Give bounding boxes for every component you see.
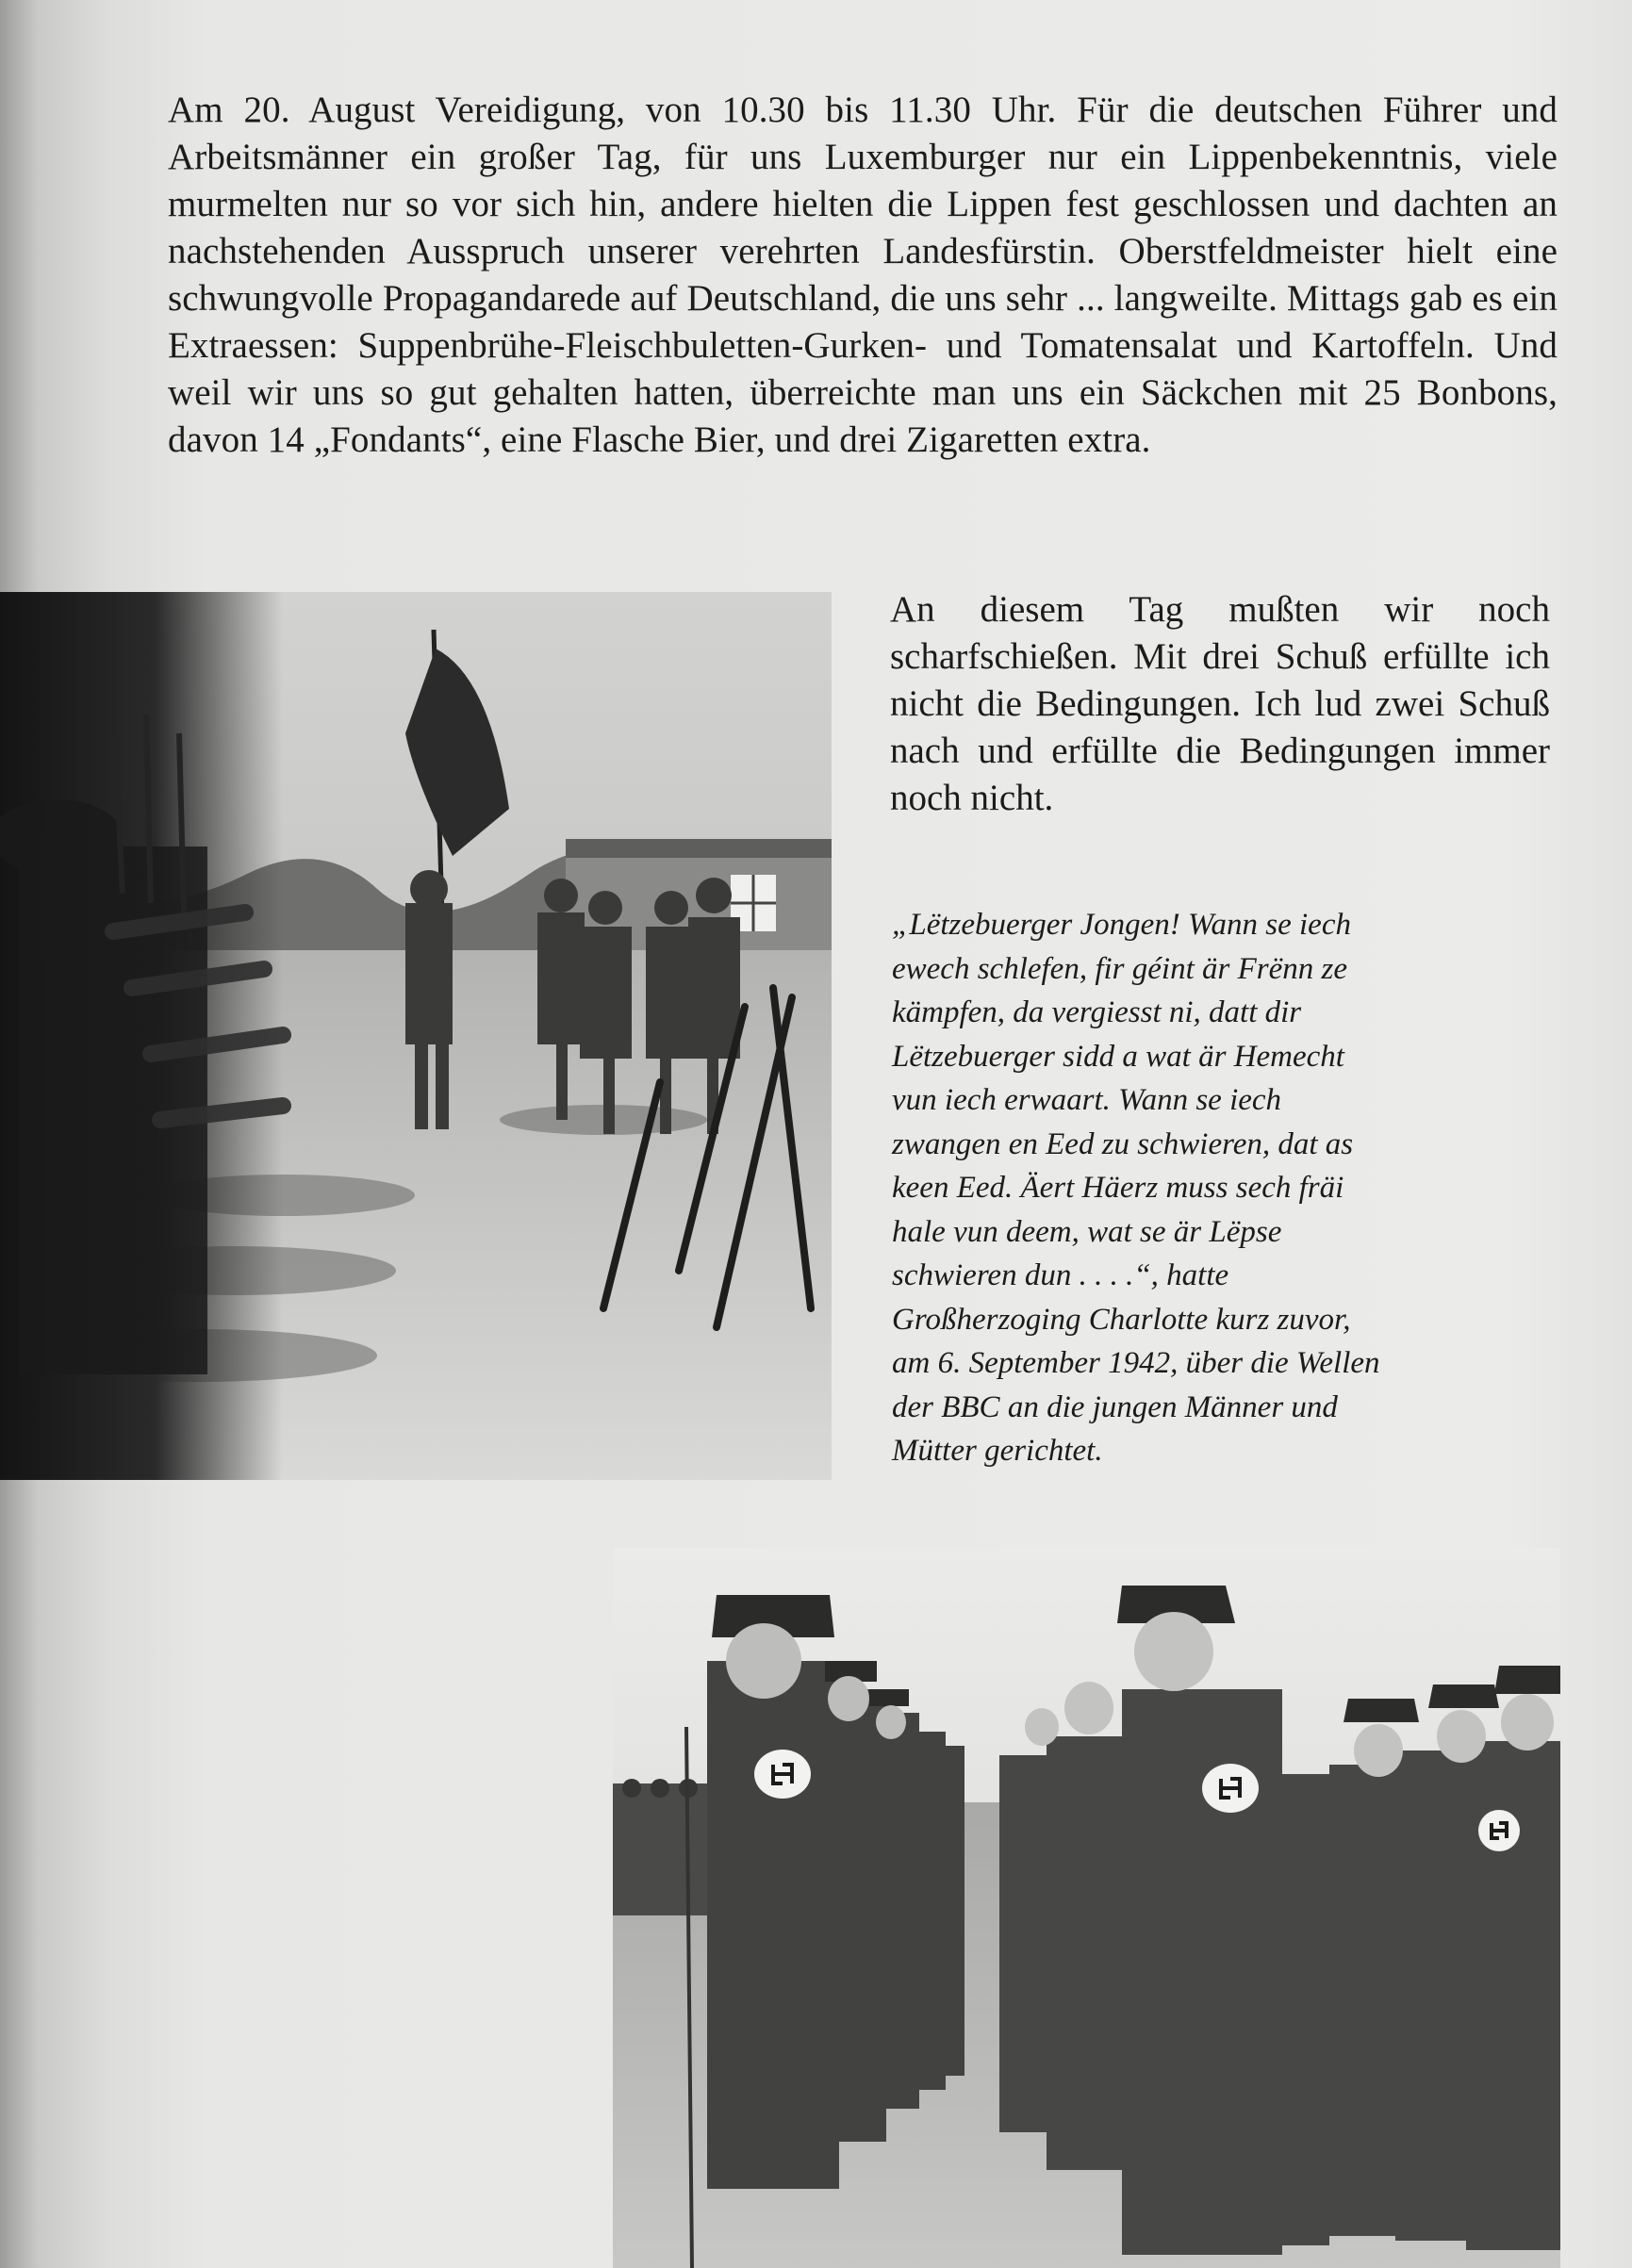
ceremony-photo-image <box>0 592 832 1480</box>
intro-paragraph: Am 20. August Vereidigung, von 10.30 bis 11.30 Uhr. Für die deutschen Führer und Arbeitsmänner ein großer Tag, für uns Luxemburger nur ein Lippenbekenntnis, viele murmelten nur so vor sich hin, andere hielten die Lippen fest geschlossen und dachten an nachstehenden Ausspruch unserer verehrten Landesfürstin. Oberstfeldmeister hielt eine schwungvolle Propagandarede auf Deutschland, die uns sehr ... langweilte. Mittags gab es ein Extraessen: Suppenbrühe-Fleischbuletten-Gurken- und Tomatensalat und Kartoffeln. Und weil wir uns so gut gehalten hatten, überreichte man uns ein Säckchen mit 25 Bonbons, davon 14 „Fondants“, eine Flasche Bier, und drei Zigaretten extra. <box>168 90 1558 460</box>
recruits-photo <box>613 1548 1560 2268</box>
charlotte-quote: „Lëtzebuerger Jongen! Wann se iech ewech schlefen, fir géint är Frënn ze kämpfen, da vergiesst ni, datt dir Lëtzebuerger sidd a wat är Hemecht vun iech erwaart. Wann se iech zwangen en Eed zu schwieren, dat as keen Eed. Äert Häerz muss sech fräi hale vun deem, wat se är Lëpse schwieren dun . . . .“, hatte Großherzoging Charlotte kurz zuvor, am 6. September 1942, über die Wellen der BBC an die jungen Männer und Mütter gerichtet. <box>892 908 1380 1468</box>
ceremony-photo <box>0 592 832 1480</box>
side-paragraph: An diesem Tag mußten wir noch scharfschießen. Mit drei Schuß erfüllte ich nicht die Bedingungen. Ich lud zwei Schuß nach und erfüllte die Bedingungen immer noch nicht. <box>890 589 1550 818</box>
recruits-photo-image <box>613 1548 1560 2268</box>
